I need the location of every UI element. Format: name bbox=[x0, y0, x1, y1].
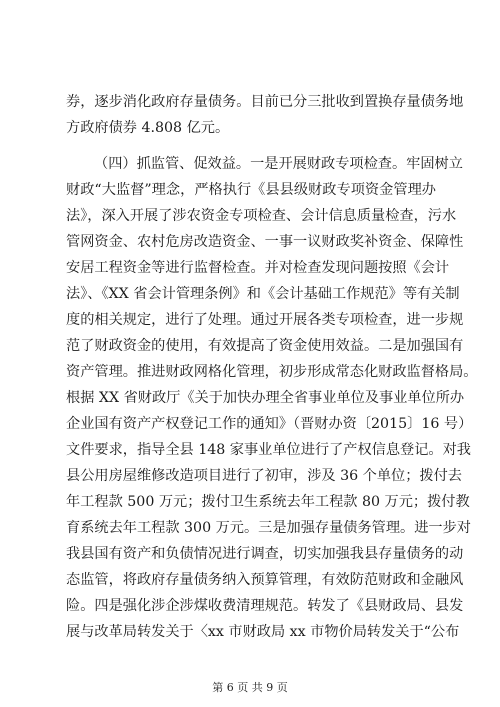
text-line: 育系统去年工程款 300 万元。三是加强存量债务管理。进一步对 bbox=[66, 520, 471, 536]
text-line: 根据 XX 省财政厅《关于加快办理全省事业单位及事业单位所办 bbox=[66, 390, 465, 406]
page-number-label: 第 6 页 共 9 页 bbox=[212, 681, 288, 694]
text-line: （四）抓监管、促效益。一是开展财政专项检查。牢固树立 bbox=[94, 156, 463, 172]
text-line: 文件要求，指导全县 148 家事业单位进行了产权信息登记。对我 bbox=[66, 442, 471, 458]
body-text bbox=[66, 89, 478, 645]
text-line: 券，逐步消化政府存量债务。目前已分三批收到置换存量债务地 bbox=[66, 94, 464, 110]
text-line: 法》，深入开展了涉农资金专项检查、会计信息质量检查，污水 bbox=[66, 208, 457, 224]
text-line: 法》、《XX 省会计管理条例》和《会计基础工作规范》等有关制 bbox=[66, 286, 460, 302]
text-line: 度的相关规定，进行了处理。通过开展各类专项检查，进一步规 bbox=[66, 312, 464, 328]
text-line: 县公用房屋维修改造项目进行了初审，涉及 36 个单位；拨付去 bbox=[66, 468, 462, 484]
text-line: 方政府债券 4.808 亿元。 bbox=[66, 120, 230, 136]
text-line: 我县国有资产和负债情况进行调查，切实加强我县存量债务的动 bbox=[66, 546, 464, 562]
paragraph-supervision bbox=[66, 151, 478, 645]
text-line: 展与改革局转发关于〈xx 市财政局 xx 市物价局转发关于“公布 bbox=[66, 624, 460, 640]
text-line: 范了财政资金的使用，有效提高了资金使用效益。二是加强国有 bbox=[66, 338, 464, 354]
text-line: 险。四是强化涉企涉煤收费清理规范。转发了《县财政局、县发 bbox=[66, 598, 464, 614]
paragraph-debt-conversion bbox=[66, 89, 464, 141]
page-footer bbox=[0, 681, 500, 695]
text-line: 安居工程资金等进行监督检查。并对检查发现问题按照《会计 bbox=[66, 260, 450, 276]
text-line: 态监管，将政府存量债务纳入预算管理，有效防范财政和金融风 bbox=[66, 572, 464, 588]
text-line: 资产管理。推进财政网格化管理，初步形成常态化财政监督格局。 bbox=[66, 364, 478, 380]
text-line: 企业国有资产产权登记工作的通知》（晋财办资〔2015〕16 号） bbox=[66, 416, 473, 432]
text-line: 财政“大监督”理念，严格执行《县县级财政专项资金管理办 bbox=[66, 182, 436, 198]
text-line: 年工程款 500 万元；拨付卫生系统去年工程款 80 万元；拨付教 bbox=[66, 494, 470, 510]
text-line: 管网资金、农村危房改造资金、一事一议财政奖补资金、保障性 bbox=[66, 234, 464, 250]
